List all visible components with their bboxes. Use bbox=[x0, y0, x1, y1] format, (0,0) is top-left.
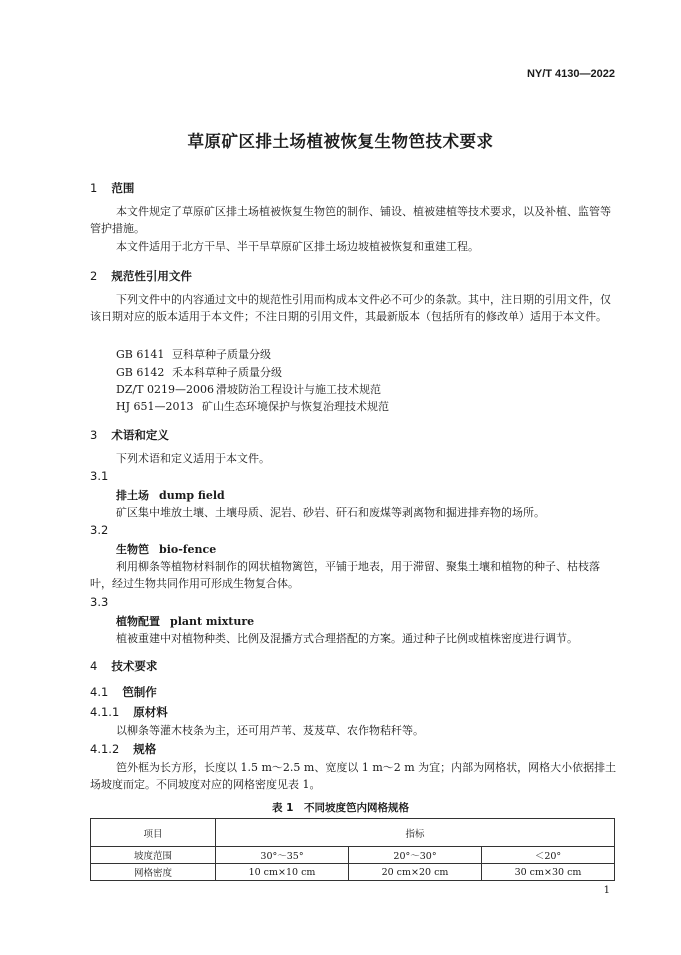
row-label: 坡度范围 bbox=[91, 847, 216, 864]
subsection-number: 4.1.1 bbox=[90, 705, 120, 719]
subsection-heading bbox=[90, 684, 157, 700]
table-caption: 表 1 不同坡度笆内网格规格 bbox=[272, 802, 409, 814]
reference-item bbox=[116, 381, 381, 397]
term-heading bbox=[116, 613, 254, 629]
term-chinese: 生物笆 bbox=[116, 543, 149, 556]
subsection-heading bbox=[90, 741, 156, 757]
reference-code: GB 6141 bbox=[116, 348, 165, 361]
section-title: 术语和定义 bbox=[111, 428, 169, 442]
standard-number: NY/T 4130—2022 bbox=[526, 68, 615, 80]
section-1-heading bbox=[90, 180, 134, 196]
section-2-heading bbox=[90, 268, 192, 284]
table-cell: 10 cm×10 cm bbox=[216, 864, 349, 881]
term-number: 3.2 bbox=[90, 523, 109, 537]
section-title: 范围 bbox=[111, 181, 135, 195]
table-row bbox=[91, 864, 615, 881]
row-label: 网格密度 bbox=[91, 864, 216, 881]
section-number: 3 bbox=[90, 428, 98, 442]
page-number: 1 bbox=[603, 885, 610, 896]
term-heading bbox=[116, 541, 216, 557]
reference-item bbox=[116, 398, 389, 414]
reference-item bbox=[116, 346, 271, 362]
table-row bbox=[91, 847, 615, 864]
table-header-row bbox=[91, 819, 615, 847]
reference-name: 矿山生态环境保护与恢复治理技术规范 bbox=[202, 400, 389, 413]
table-cell: 30 cm×30 cm bbox=[482, 864, 615, 881]
reference-code: HJ 651—2013 bbox=[116, 400, 194, 413]
paragraph: 以柳条等灌木枝条为主，还可用芦苇、芨芨草、农作物秸秆等。 bbox=[116, 724, 424, 737]
term-english: plant mixture bbox=[170, 615, 255, 628]
table-cell: 20°～30° bbox=[349, 847, 482, 864]
subsection-title: 笆制作 bbox=[122, 685, 157, 699]
paragraph: 笆外框为长方形，长度以 1.5 m～2.5 m、宽度以 1 m～2 m 为宜；内部为网格状，网格大小依据排土场坡度而定。不同坡度对应的网格密度见表 1。 bbox=[90, 761, 617, 792]
table-cell: ＜20° bbox=[482, 847, 615, 864]
section-number: 4 bbox=[90, 659, 98, 673]
table-cell: 20 cm×20 cm bbox=[349, 864, 482, 881]
reference-code: GB 6142 bbox=[116, 366, 165, 379]
term-number: 3.3 bbox=[90, 595, 109, 609]
subsection-number: 4.1 bbox=[90, 685, 109, 699]
subsection-heading bbox=[90, 704, 168, 720]
section-number: 2 bbox=[90, 269, 98, 283]
table-cell: 30°～35° bbox=[216, 847, 349, 864]
subsection-title: 原材料 bbox=[133, 705, 168, 719]
document-title: 草原矿区排土场植被恢复生物笆技术要求 bbox=[187, 132, 494, 151]
paragraph: 本文件适用于北方干旱、半干旱草原矿区排土场边坡植被恢复和重建工程。 bbox=[116, 240, 479, 253]
header-item: 项目 bbox=[91, 819, 216, 847]
section-number: 1 bbox=[90, 181, 98, 195]
subsection-number: 4.1.2 bbox=[90, 742, 120, 756]
grid-spec-table bbox=[90, 818, 615, 881]
term-english: dump field bbox=[159, 489, 225, 502]
section-title: 技术要求 bbox=[111, 659, 158, 673]
reference-code: DZ/T 0219—2006 bbox=[116, 383, 214, 396]
term-english: bio-fence bbox=[159, 543, 217, 556]
term-chinese: 排土场 bbox=[116, 489, 149, 502]
term-heading bbox=[116, 487, 225, 503]
header-index: 指标 bbox=[216, 819, 615, 847]
section-4-heading bbox=[90, 658, 157, 674]
paragraph: 本文件规定了草原矿区排土场植被恢复生物笆的制作、铺设、植被建植等技术要求，以及补植、监管等管护措施。 bbox=[90, 205, 611, 236]
term-chinese: 植物配置 bbox=[116, 615, 160, 628]
reference-item bbox=[116, 364, 282, 380]
paragraph: 下列术语和定义适用于本文件。 bbox=[116, 452, 270, 465]
reference-name: 滑坡防治工程设计与施工技术规范 bbox=[216, 383, 381, 396]
paragraph: 下列文件中的内容通过文中的规范性引用而构成本文件必不可少的条款。其中，注日期的引用文件，仅该日期对应的版本适用于本文件；不注日期的引用文件，其最新版本（包括所有的修改单）适用于本文件。 bbox=[90, 293, 611, 324]
term-definition: 植被重建中对植物种类、比例及混播方式合理搭配的方案。通过种子比例或植株密度进行调节。 bbox=[116, 632, 578, 645]
term-number: 3.1 bbox=[90, 469, 109, 483]
section-3-heading bbox=[90, 427, 169, 443]
subsection-title: 规格 bbox=[133, 742, 157, 756]
term-definition: 矿区集中堆放土壤、土壤母质、泥岩、砂岩、矸石和废煤等剥离物和掘进排弃物的场所。 bbox=[116, 506, 545, 519]
term-definition: 利用柳条等植物材料制作的网状植物篱笆，平铺于地表，用于滞留、聚集土壤和植物的种子、枯枝落叶，经过生物共同作用可形成生物复合体。 bbox=[90, 560, 600, 591]
reference-name: 豆科草种子质量分级 bbox=[172, 348, 271, 361]
reference-name: 禾本科草种子质量分级 bbox=[172, 366, 282, 379]
section-title: 规范性引用文件 bbox=[111, 269, 192, 283]
